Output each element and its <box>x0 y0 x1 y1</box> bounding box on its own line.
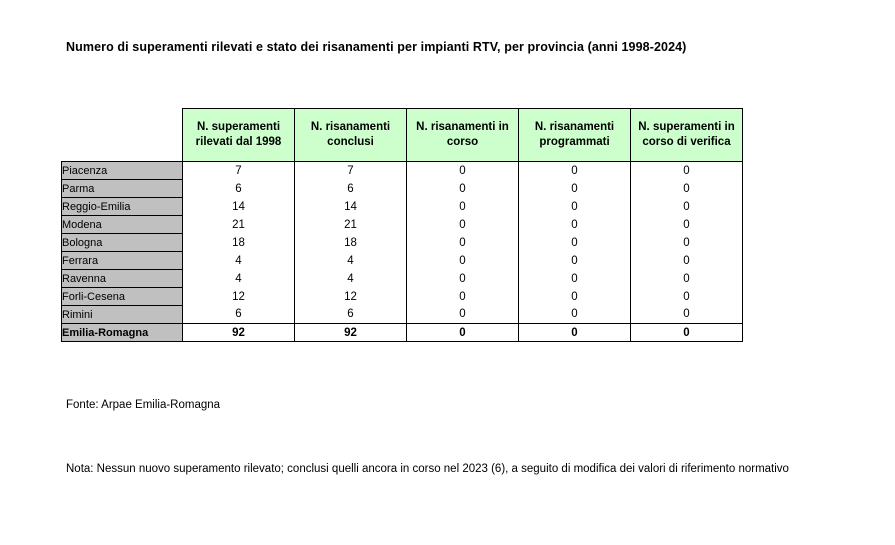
table-header <box>62 109 743 162</box>
cell-piacenza-risanamenti-programmati: 0 <box>519 162 631 180</box>
cell-modena-superamenti-in-verifica: 0 <box>631 216 743 234</box>
cell-emilia-romagna-risanamenti-programmati: 0 <box>519 324 631 342</box>
cell-piacenza-superamenti-rilevati: 7 <box>183 162 295 180</box>
cell-forli-cesena-superamenti-in-verifica: 0 <box>631 288 743 306</box>
cell-ferrara-risanamenti-conclusi: 4 <box>295 252 407 270</box>
cell-piacenza-superamenti-in-verifica: 0 <box>631 162 743 180</box>
cell-rimini-risanamenti-programmati: 0 <box>519 306 631 324</box>
table-row <box>62 306 743 324</box>
cell-modena-risanamenti-programmati: 0 <box>519 216 631 234</box>
row-label-rimini: Rimini <box>62 306 183 324</box>
cell-ferrara-risanamenti-in-corso: 0 <box>407 252 519 270</box>
cell-bologna-risanamenti-programmati: 0 <box>519 234 631 252</box>
cell-parma-risanamenti-in-corso: 0 <box>407 180 519 198</box>
cell-emilia-romagna-superamenti-in-verifica: 0 <box>631 324 743 342</box>
cell-reggio-emilia-superamenti-in-verifica: 0 <box>631 198 743 216</box>
cell-emilia-romagna-superamenti-rilevati: 92 <box>183 324 295 342</box>
cell-modena-risanamenti-in-corso: 0 <box>407 216 519 234</box>
cell-emilia-romagna-risanamenti-conclusi: 92 <box>295 324 407 342</box>
column-header-superamenti-rilevati: N. superamenti rilevati dal 1998 <box>183 109 295 162</box>
row-label-emilia-romagna: Emilia-Romagna <box>62 324 183 342</box>
table-corner-cell <box>62 109 183 162</box>
page-title: Numero di superamenti rilevati e stato dei risanamenti per impianti RTV, per provincia (anni 1998-2024) <box>66 40 687 54</box>
cell-ravenna-risanamenti-programmati: 0 <box>519 270 631 288</box>
table-row <box>62 180 743 198</box>
table-header-row <box>62 109 743 162</box>
column-header-risanamenti-conclusi: N. risanamenti conclusi <box>295 109 407 162</box>
cell-ravenna-risanamenti-in-corso: 0 <box>407 270 519 288</box>
data-table-container <box>61 108 743 342</box>
table-row <box>62 198 743 216</box>
cell-emilia-romagna-risanamenti-in-corso: 0 <box>407 324 519 342</box>
column-header-risanamenti-in-corso: N. risanamenti in corso <box>407 109 519 162</box>
table-row <box>62 216 743 234</box>
cell-parma-risanamenti-conclusi: 6 <box>295 180 407 198</box>
cell-rimini-risanamenti-in-corso: 0 <box>407 306 519 324</box>
cell-ferrara-superamenti-rilevati: 4 <box>183 252 295 270</box>
cell-ferrara-superamenti-in-verifica: 0 <box>631 252 743 270</box>
table-row <box>62 252 743 270</box>
table-row <box>62 234 743 252</box>
cell-ferrara-risanamenti-programmati: 0 <box>519 252 631 270</box>
cell-reggio-emilia-risanamenti-conclusi: 14 <box>295 198 407 216</box>
cell-bologna-superamenti-in-verifica: 0 <box>631 234 743 252</box>
cell-forli-cesena-risanamenti-in-corso: 0 <box>407 288 519 306</box>
cell-forli-cesena-superamenti-rilevati: 12 <box>183 288 295 306</box>
row-label-piacenza: Piacenza <box>62 162 183 180</box>
cell-parma-risanamenti-programmati: 0 <box>519 180 631 198</box>
cell-piacenza-risanamenti-in-corso: 0 <box>407 162 519 180</box>
column-header-risanamenti-programmati: N. risanamenti programmati <box>519 109 631 162</box>
row-label-reggio-emilia: Reggio-Emilia <box>62 198 183 216</box>
cell-ravenna-risanamenti-conclusi: 4 <box>295 270 407 288</box>
cell-piacenza-risanamenti-conclusi: 7 <box>295 162 407 180</box>
cell-bologna-risanamenti-conclusi: 18 <box>295 234 407 252</box>
cell-bologna-superamenti-rilevati: 18 <box>183 234 295 252</box>
row-label-parma: Parma <box>62 180 183 198</box>
row-label-bologna: Bologna <box>62 234 183 252</box>
superamenti-rtv-table <box>61 108 743 342</box>
row-label-modena: Modena <box>62 216 183 234</box>
cell-forli-cesena-risanamenti-programmati: 0 <box>519 288 631 306</box>
cell-bologna-risanamenti-in-corso: 0 <box>407 234 519 252</box>
cell-modena-risanamenti-conclusi: 21 <box>295 216 407 234</box>
table-body <box>62 162 743 342</box>
footnote: Nota: Nessun nuovo superamento rilevato; conclusi quelli ancora in corso nel 2023 (6), a seguito di modifica dei valori di riferimento normativo <box>66 463 789 475</box>
table-row <box>62 288 743 306</box>
cell-rimini-superamenti-in-verifica: 0 <box>631 306 743 324</box>
cell-forli-cesena-risanamenti-conclusi: 12 <box>295 288 407 306</box>
cell-reggio-emilia-risanamenti-in-corso: 0 <box>407 198 519 216</box>
cell-reggio-emilia-superamenti-rilevati: 14 <box>183 198 295 216</box>
cell-ravenna-superamenti-rilevati: 4 <box>183 270 295 288</box>
source-note: Fonte: Arpae Emilia-Romagna <box>66 399 221 411</box>
table-row <box>62 270 743 288</box>
row-label-forli-cesena: Forli-Cesena <box>62 288 183 306</box>
cell-reggio-emilia-risanamenti-programmati: 0 <box>519 198 631 216</box>
cell-rimini-risanamenti-conclusi: 6 <box>295 306 407 324</box>
cell-parma-superamenti-rilevati: 6 <box>183 180 295 198</box>
row-label-ferrara: Ferrara <box>62 252 183 270</box>
table-row <box>62 162 743 180</box>
cell-rimini-superamenti-rilevati: 6 <box>183 306 295 324</box>
table-row-total <box>62 324 743 342</box>
row-label-ravenna: Ravenna <box>62 270 183 288</box>
cell-parma-superamenti-in-verifica: 0 <box>631 180 743 198</box>
cell-modena-superamenti-rilevati: 21 <box>183 216 295 234</box>
column-header-superamenti-in-verifica: N. superamenti in corso di verifica <box>631 109 743 162</box>
cell-ravenna-superamenti-in-verifica: 0 <box>631 270 743 288</box>
